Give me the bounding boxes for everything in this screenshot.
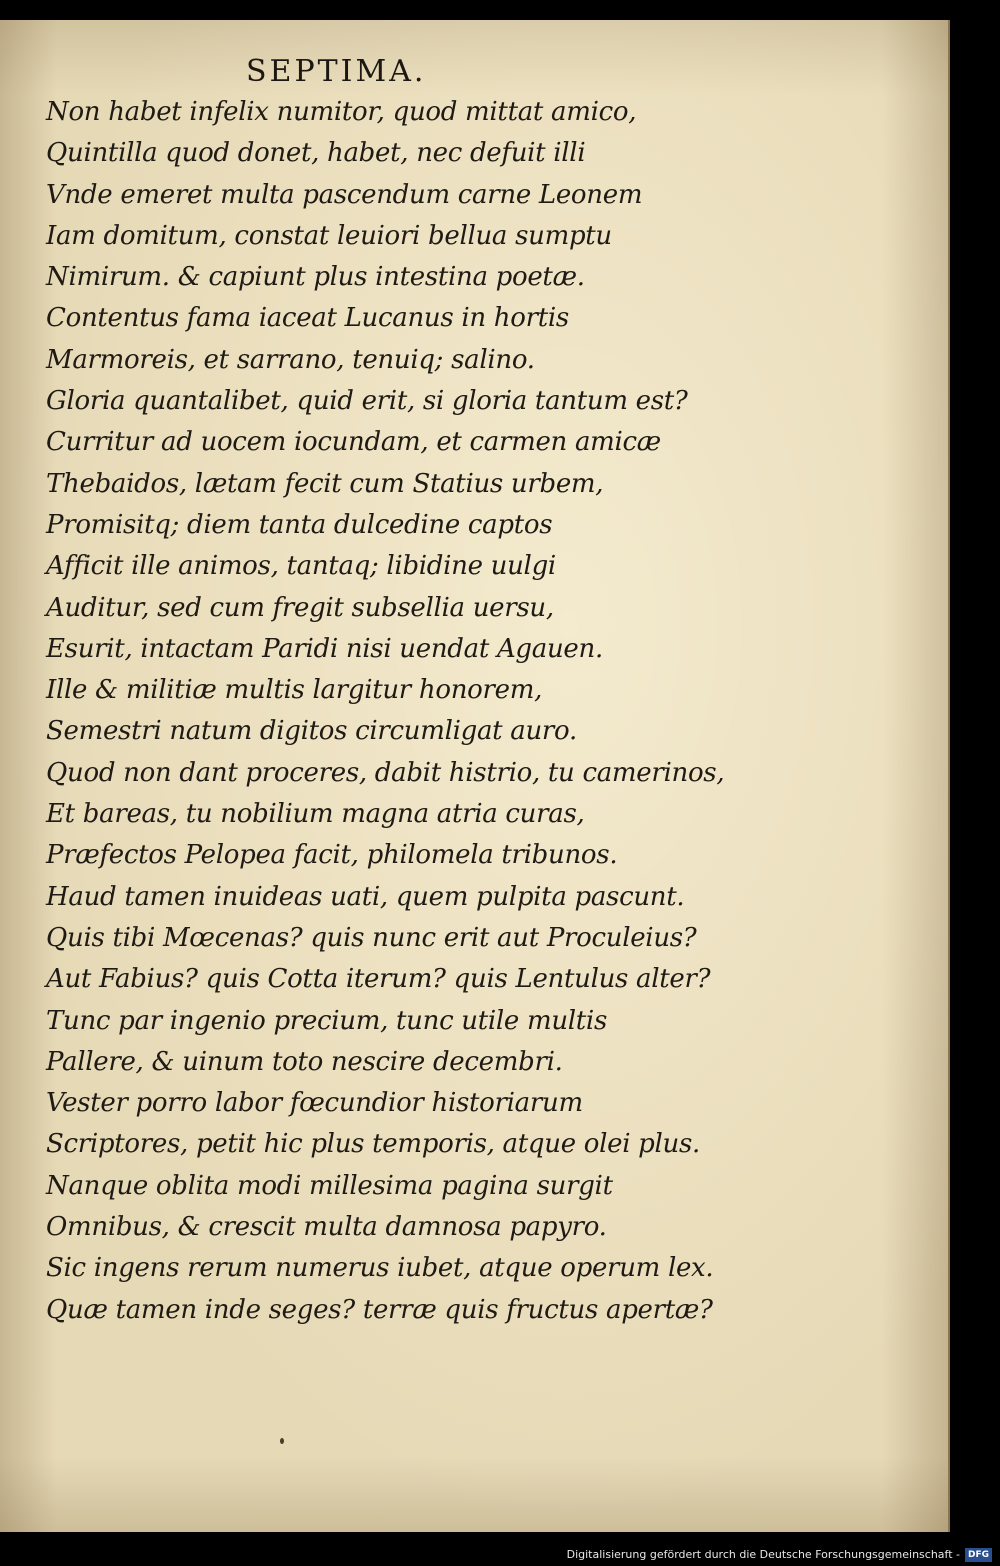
verse-line: Afficit ille animos, tantaq; libidine uulgi bbox=[46, 551, 556, 582]
verse-line: Pallere, & uinum toto nescire decembri. bbox=[46, 1046, 563, 1077]
verse-line: Gloria quantalibet, quid erit, si gloria tantum est? bbox=[46, 386, 688, 417]
verse-line: Thebaidos, lætam fecit cum Statius urbem, bbox=[46, 468, 604, 499]
verse-line: Scriptores, petit hic plus temporis, atque olei plus. bbox=[46, 1129, 700, 1160]
verse-line: Semestri natum digitos circumligat auro. bbox=[46, 716, 577, 747]
footer-bar bbox=[0, 1545, 1000, 1566]
verse-line: Quis tibi Mœcenas? quis nunc erit aut Proculeius? bbox=[46, 922, 697, 953]
verse-line: Esurit, intactam Paridi nisi uendat Agauen. bbox=[46, 633, 603, 664]
verse-line: Curritur ad uocem iocundam, et carmen amicæ bbox=[46, 427, 661, 458]
running-head: SEPTIMA. bbox=[246, 54, 427, 89]
verse-line: Tunc par ingenio precium, tunc utile multis bbox=[46, 1005, 607, 1036]
verse-line: Quintilla quod donet, habet, nec defuit illi bbox=[46, 138, 586, 169]
verse-line: Haud tamen inuideas uati, quem pulpita pascunt. bbox=[46, 881, 685, 912]
dfg-logo-icon: DFG bbox=[965, 1548, 992, 1562]
verse-block bbox=[46, 92, 746, 1331]
verse-line: Quod non dant proceres, dabit histrio, tu camerinos, bbox=[46, 757, 725, 788]
verse-line: Iam domitum, constat leuiori bellua sumptu bbox=[46, 220, 612, 251]
verse-line: Ille & militiæ multis largitur honorem, bbox=[46, 675, 543, 706]
verse-line: Vester porro labor fœcundior historiarum bbox=[46, 1088, 583, 1119]
verse-line: Sic ingens rerum numerus iubet, atque operum lex. bbox=[46, 1253, 714, 1284]
verse-line: Vnde emeret multa pascendum carne Leonem bbox=[46, 179, 643, 210]
verse-line: Nanque oblita modi millesima pagina surgit bbox=[46, 1170, 613, 1201]
verse-line: Omnibus, & crescit multa damnosa papyro. bbox=[46, 1212, 607, 1243]
verse-line: Contentus fama iaceat Lucanus in hortis bbox=[46, 303, 569, 334]
verse-line: Nimirum. & capiunt plus intestina poetæ. bbox=[46, 262, 585, 293]
verse-line: Quæ tamen inde seges? terræ quis fructus apertæ? bbox=[46, 1294, 713, 1325]
ink-speck bbox=[280, 1438, 284, 1444]
verse-line: Marmoreis, et sarrano, tenuiq; salino. bbox=[46, 344, 535, 375]
verse-line: Aut Fabius? quis Cotta iterum? quis Lentulus alter? bbox=[46, 964, 711, 995]
verse-line: Præfectos Pelopea facit, philomela tribunos. bbox=[46, 840, 618, 871]
verse-line: Et bareas, tu nobilium magna atria curas, bbox=[46, 799, 585, 830]
verse-line: Auditur, sed cum fregit subsellia uersu, bbox=[46, 592, 554, 623]
funding-credit: Digitalisierung gefördert durch die Deutsche Forschungsgemeinschaft - bbox=[566, 1548, 960, 1561]
verse-line: Non habet infelix numitor, quod mittat amico, bbox=[46, 97, 637, 127]
book-page bbox=[0, 20, 950, 1532]
verse-line: Promisitq; diem tanta dulcedine captos bbox=[46, 509, 553, 540]
